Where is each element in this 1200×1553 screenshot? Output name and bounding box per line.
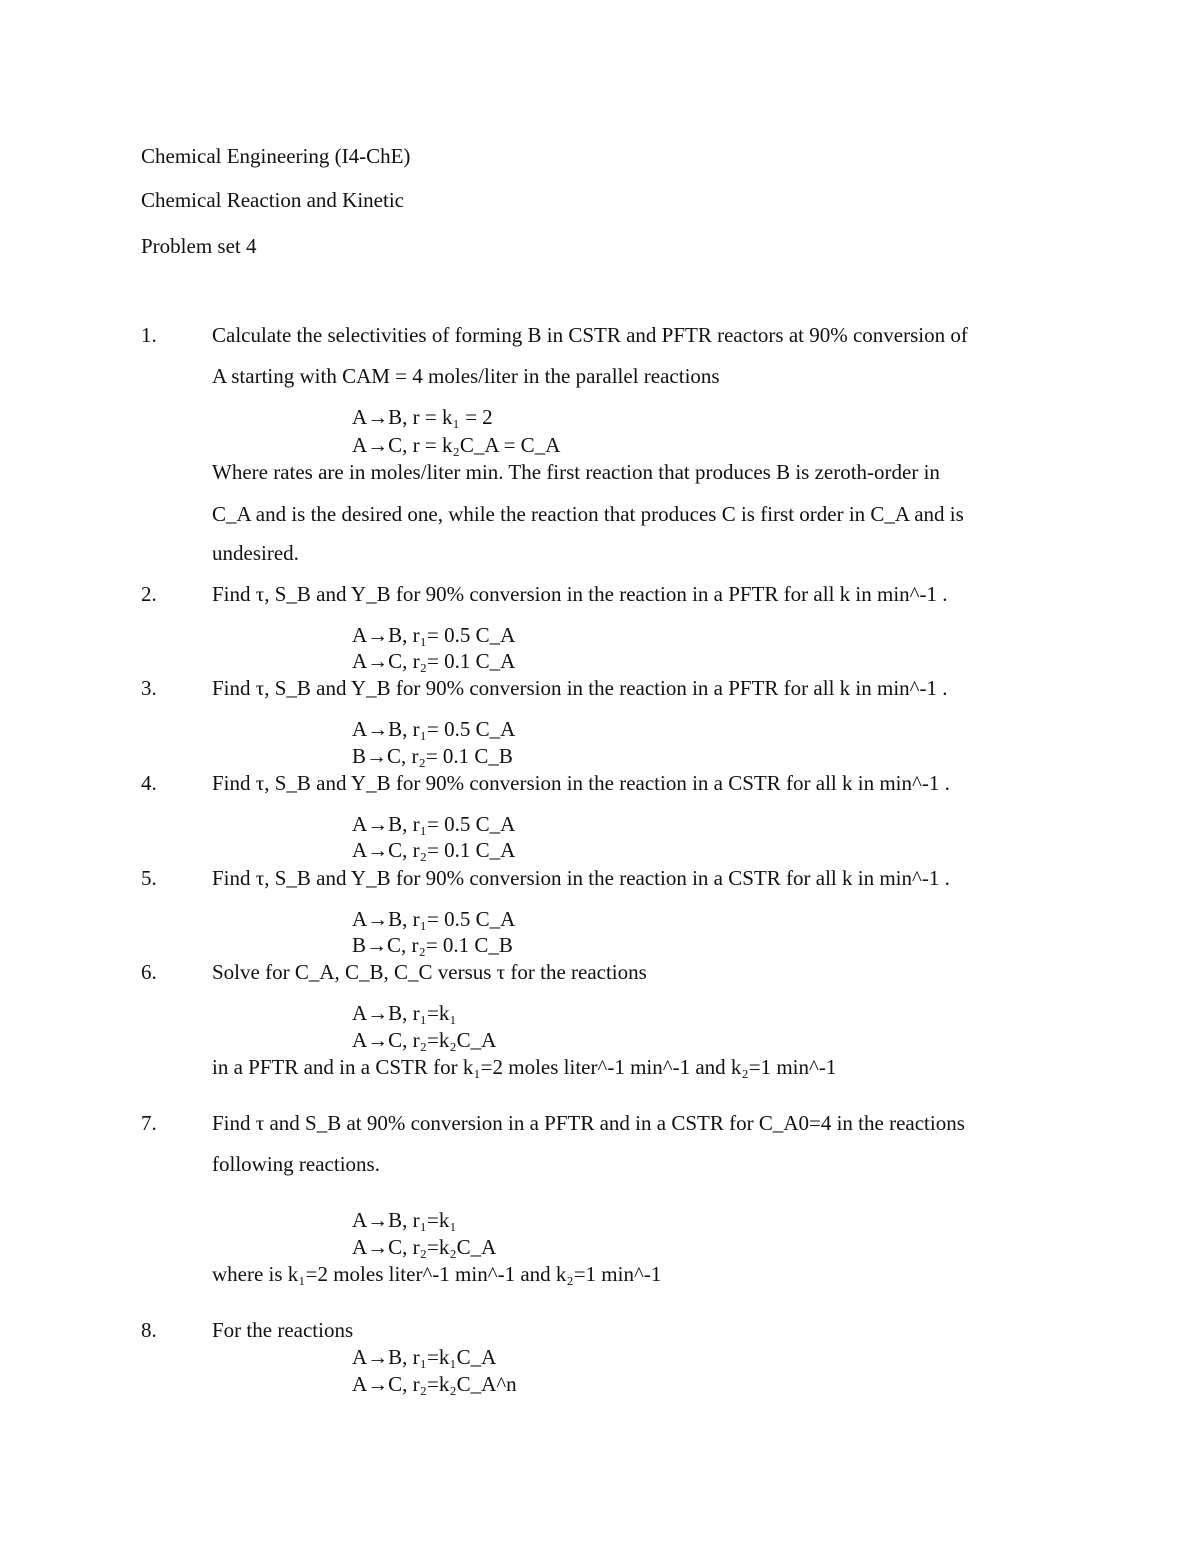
- problem-1-line-2: A starting with CAM = 4 moles/liter in the parallel reactions: [212, 364, 720, 388]
- problem-number: 6.: [141, 960, 157, 984]
- problem-set-title: Problem set 4: [141, 234, 257, 258]
- problem-4-equation-1: A→B, r₁= 0.5 C_A: [352, 812, 516, 836]
- problem-1-equation-1: A→B, r = k₁ = 2: [352, 405, 493, 429]
- problem-6-equation-1: A→B, r₁=k₁: [352, 1001, 457, 1025]
- problem-6-line-2: in a PFTR and in a CSTR for k₁=2 moles liter^-1 min^-1 and k₂=1 min^-1: [212, 1055, 837, 1079]
- course-title: Chemical Engineering (I4-ChE): [141, 144, 411, 168]
- problem-8-line-1: For the reactions: [212, 1318, 354, 1342]
- subject-title: Chemical Reaction and Kinetic: [141, 188, 404, 212]
- problem-number: 2.: [141, 582, 157, 606]
- problem-5-equation-2: B→C, r₂= 0.1 C_B: [352, 933, 513, 957]
- problem-7-line-1: Find τ and S_B at 90% conversion in a PFTR and in a CSTR for C_A0=4 in the reactions: [212, 1111, 965, 1135]
- problem-8-equation-2: A→C, r₂=k₂C_A^n: [352, 1372, 517, 1396]
- problem-4-equation-2: A→C, r₂= 0.1 C_A: [352, 838, 516, 862]
- problem-number: 7.: [141, 1111, 157, 1135]
- problem-7-line-2: following reactions.: [212, 1152, 380, 1176]
- problem-2-equation-1: A→B, r₁= 0.5 C_A: [352, 623, 516, 647]
- problem-1-line-3: Where rates are in moles/liter min. The first reaction that produces B is zeroth-order in: [212, 460, 940, 484]
- problem-number: 5.: [141, 866, 157, 890]
- problem-6-equation-2: A→C, r₂=k₂C_A: [352, 1028, 497, 1052]
- problem-1-line-1: [212, 325, 968, 346]
- problem-number: 3.: [141, 676, 157, 700]
- problem-number: 8.: [141, 1318, 157, 1342]
- problem-number: 1.: [141, 323, 157, 347]
- problem-7-equation-1: A→B, r₁=k₁: [352, 1208, 457, 1232]
- problem-2-equation-2: A→C, r₂= 0.1 C_A: [352, 649, 516, 673]
- problem-6-line-1: Solve for C_A, C_B, C_C versus τ for the reactions: [212, 960, 647, 984]
- problem-3-equation-2: B→C, r₂= 0.1 C_B: [352, 744, 513, 768]
- problem-4-line-1: Find τ, S_B and Y_B for 90% conversion in the reaction in a CSTR for all k in min^-1 .: [212, 771, 950, 795]
- problem-2-line-1: Find τ, S_B and Y_B for 90% conversion in the reaction in a PFTR for all k in min^-1 .: [212, 582, 948, 606]
- problem-7-equation-2: A→C, r₂=k₂C_A: [352, 1235, 497, 1259]
- problem-7-line-3: where is k₁=2 moles liter^-1 min^-1 and k₂=1 min^-1: [212, 1262, 662, 1286]
- problem-5-equation-1: A→B, r₁= 0.5 C_A: [352, 907, 516, 931]
- problem-1-line-4: C_A and is the desired one, while the reaction that produces C is first order in C_A and is: [212, 502, 964, 526]
- problem-1-line-5: undesired.: [212, 541, 299, 565]
- problem-8-equation-1: A→B, r₁=k₁C_A: [352, 1345, 497, 1369]
- problem-1-equation-2: A→C, r = k₂C_A = C_A: [352, 433, 561, 457]
- problem-3-equation-1: A→B, r₁= 0.5 C_A: [352, 717, 516, 741]
- problem-1-text: Calculate the selectivities of forming B in CSTR and PFTR reactors at 90% conversion of: [212, 323, 968, 347]
- problem-3-line-1: Find τ, S_B and Y_B for 90% conversion in the reaction in a PFTR for all k in min^-1 .: [212, 676, 948, 700]
- problem-number: 4.: [141, 771, 157, 795]
- problem-5-line-1: Find τ, S_B and Y_B for 90% conversion in the reaction in a CSTR for all k in min^-1 .: [212, 866, 950, 890]
